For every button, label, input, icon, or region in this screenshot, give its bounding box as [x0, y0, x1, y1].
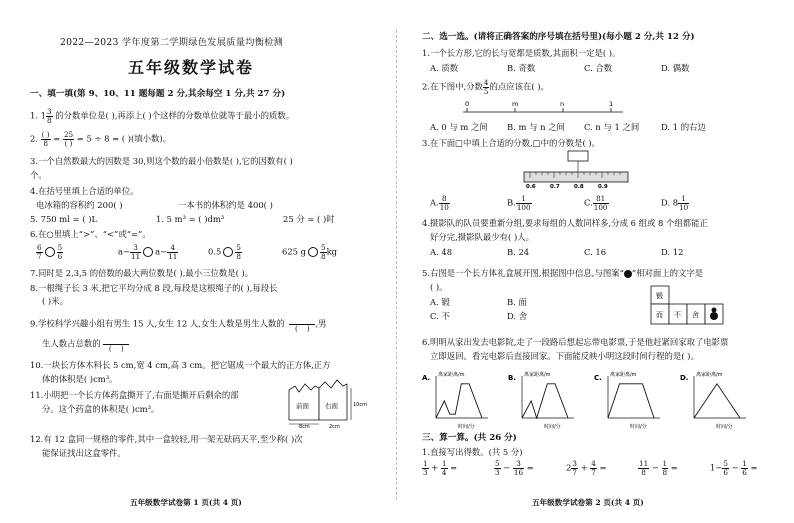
section-1-heading: 一、填一填(第 9、10、11 题每题 2 分,其余每空 1 分,共 27 分) — [30, 89, 286, 99]
question-1 — [30, 108, 294, 124]
question-9-line-1: 9.学校科学兴趣小组有男生 15 人,女生 12 人,女生人数是男生人数的 ( ) ,男 — [30, 316, 326, 332]
net-face-text: 而 — [656, 311, 663, 319]
choice-question-5-line-1: 5.右图是一个长方体礼盒展开图,根据图中信息,与图案“ ”相对面上的文字是 — [422, 268, 704, 278]
calc-item: 1− $\frac{5}{6}$ − $\frac{1}{6}$ = — [710, 459, 758, 477]
fig-label-front: 前面 — [296, 402, 309, 410]
question-10-line-2: 体的体积是( )cm³。 — [42, 374, 118, 384]
option: D. 8 $\frac{1}{10}$ — [661, 194, 689, 212]
option: D. 1 的右边 — [661, 122, 706, 132]
question-3-line-2: 个。 — [30, 170, 47, 180]
option: D. 12 — [661, 247, 684, 257]
choice-question-4-line-1: 4.摄影队的队员要重新分组,要求每组的人数同样多,分成 6 组或 8 个组都能正 — [422, 218, 708, 228]
compare-item: 0.5 $\frac{5}{8}$ — [208, 243, 241, 261]
fraction: $\frac{3}{8}$ — [47, 107, 52, 125]
question-7: 7.同时是 2,3,5 的倍数的最大两位数是( ),最小三位数是( )。 — [30, 268, 254, 278]
exam-title: 五年级数学试卷 — [128, 58, 255, 77]
question-text: = 5 ÷ 8 = ( )(填小数)。 — [76, 133, 172, 144]
calc-item: 2 $\frac{3}{7}$ + $\frac{4}{7}$ = — [566, 459, 607, 477]
compare-circle[interactable] — [223, 247, 233, 257]
equals-sign: = — [53, 133, 61, 144]
graph-y-label: 离家距离/m — [524, 372, 551, 378]
compare-circle[interactable] — [143, 247, 153, 257]
compare-circle[interactable] — [45, 247, 55, 257]
axis-label: n — [560, 100, 565, 108]
question-4-item: 一本书的体积约是 400( ) — [178, 200, 273, 210]
question-12-line-2: 能保证找出这盒零件。 — [42, 448, 126, 458]
gourd-icon — [710, 312, 718, 320]
calc-item: $\frac{11}{8}$ − $\frac{1}{8}$ = — [639, 459, 678, 477]
graph-option-label: B. — [508, 374, 516, 382]
exam-header: 2022—2023 学年度第二学期绿色发展质量均衡检测 — [60, 37, 284, 48]
page-footer: 五年级数学试卷第 2 页(共 4 页) — [532, 498, 644, 507]
fraction: $\frac{25}{( )}$ — [63, 130, 74, 148]
graph-line — [608, 384, 654, 418]
graph-option-label: D. — [680, 374, 689, 382]
axis-label: 0 — [465, 100, 470, 108]
option: A. $\frac{8}{10}$ — [430, 194, 449, 212]
option: A. 0 与 m 之间 — [430, 122, 488, 132]
question-11-line-1: 11.小明把一个长方体药盒撕开了,右面是撕开后剩余的部 — [30, 390, 239, 400]
graph-option-label: C. — [594, 374, 602, 382]
question-4-item: 电冰箱的容积约 200( ) — [36, 200, 123, 210]
ruler-tick: 0.8 — [574, 184, 584, 190]
graph-y-label: 离家距离/m — [610, 372, 637, 378]
ruler-figure — [522, 150, 632, 190]
distance-time-graphs — [422, 368, 767, 430]
option: D. 舍 — [507, 311, 528, 321]
calc-title: 1.直接写出得数。(共 5 分) — [422, 447, 523, 457]
compare-item: a− $\frac{3}{11}$ a− $\frac{4}{11}$ — [118, 243, 178, 261]
graph-x-label: 时间/分 — [716, 424, 733, 430]
calc-item: $\frac{5}{3}$ − $\frac{3}{16}$ = — [495, 459, 534, 477]
choice-question-2: 2.在下图中,分数 $\frac{4}{5}$ 的点应该在( )。 — [422, 78, 549, 96]
net-face-text: 锻 — [656, 292, 663, 300]
compare-circle[interactable] — [308, 247, 318, 257]
option: C. n 与 1 之间 — [584, 122, 640, 132]
fig-label-width: 2cm — [329, 424, 340, 428]
option: C. $\frac{81}{100}$ — [584, 194, 608, 212]
option: B. m 与 n 之间 — [507, 122, 565, 132]
question-5-item: 5. 750 ml = ( )L — [30, 214, 98, 224]
graph-line — [436, 384, 482, 418]
option: A. 锻 — [430, 297, 450, 307]
number-line — [457, 98, 627, 120]
choice-question-6-line-2: 立即返回。看完电影后直接回家。下面能反映小明这段时间行程的是( )。 — [430, 351, 699, 361]
option: B. 奇数 — [507, 63, 536, 73]
choice-question-3: 3.在下面□中填上合适的分数,□中的分数是( )。 — [422, 138, 601, 148]
graph-line — [694, 384, 740, 418]
fig-label-right: 右面 — [325, 402, 338, 410]
axis-label: 1 — [609, 100, 614, 108]
ruler-tick: 0.9 — [598, 184, 608, 190]
mixed-number-whole: 1 — [40, 110, 47, 121]
question-5-item: 1. 5 m³ = ( )dm³ — [156, 214, 225, 224]
option: C. 16 — [584, 247, 607, 257]
graph-x-label: 时间/分 — [544, 424, 561, 430]
option: B. 24 — [507, 247, 530, 257]
net-face-text: 不 — [674, 311, 681, 319]
axis-label: m — [512, 100, 519, 108]
graph-y-label: 离家距离/m — [438, 372, 465, 378]
question-4: 4.在括号里填上合适的单位。 — [30, 186, 139, 196]
compare-item: $\frac{6}{7}$ $\frac{5}{6}$ — [37, 243, 63, 261]
question-3-line-1: 3.一个自然数最大的因数是 30,则这个数的最小倍数是( ),它的因数有( ) — [30, 156, 293, 166]
question-number: 1. — [30, 110, 38, 121]
ruler-tick: 0.6 — [526, 184, 536, 190]
torn-box-figure — [285, 376, 367, 428]
calc-item: $\frac{1}{3}$ + $\frac{1}{4}$ = — [423, 459, 458, 477]
graph-option-label: A. — [422, 374, 431, 382]
choice-question-4-line-2: 好分完,摄影队最少有( )人。 — [430, 232, 534, 242]
option: A. 48 — [430, 247, 453, 257]
choice-question-1: 1.一个长方形,它的长与宽都是质数,其面积一定是( )。 — [422, 48, 621, 58]
choice-question-6-line-1: 6.明明从家出发去电影院,走了一段路后想起忘带电影票,于是他赶紧回家取了电影票 — [422, 337, 729, 347]
ruler-tick: 0.7 — [550, 184, 560, 190]
compare-item: 625 g $\frac{5}{8}$ kg — [282, 243, 338, 261]
fraction: $\frac{( )}{8}$ — [41, 130, 50, 148]
exam-page-2 — [397, 0, 794, 523]
graph-y-label: 离家距离/m — [696, 372, 723, 378]
fig-label-height: 10cm — [353, 402, 367, 408]
option: C. 合数 — [584, 63, 613, 73]
option: B. 面 — [507, 297, 527, 307]
box-net-figure — [649, 284, 729, 328]
question-number: 2. — [30, 133, 38, 144]
option: C. 不 — [430, 311, 450, 321]
section-2-heading: 二、选一选。(请将正确答案的序号填在括号里)(每小题 2 分,共 12 分) — [422, 32, 695, 42]
option: B. $\frac{1}{100}$ — [507, 194, 531, 212]
section-3-heading: 三、算一算。(共 26 分) — [422, 433, 517, 443]
fig-label-length: 8cm — [299, 424, 310, 428]
question-5-item: 25 分 = ( )时 — [283, 214, 335, 224]
question-2 — [30, 131, 171, 147]
option: A. 质数 — [430, 63, 459, 73]
question-12-line-1: 12.有 12 盒同一规格的零件,其中一盒较轻,用一架无砝码天平,至少称( )次 — [30, 434, 303, 444]
graph-line — [522, 384, 568, 418]
question-8-line-1: 8.一根绳子长 3 米,把它平均分成 8 段,每段是这根绳子的( ),每段长 — [30, 283, 278, 293]
graph-x-label: 时间/分 — [630, 424, 647, 430]
question-9-line-2: 生人数占总数的 ( ) — [42, 336, 129, 352]
answer-box — [568, 151, 588, 161]
question-6: 6.在○里填上“>”、“<”或“=”。 — [30, 229, 151, 239]
net-face-text: 舍 — [692, 311, 699, 319]
page-footer: 五年级数学试卷第 1 页(共 4 页) — [130, 498, 242, 507]
graph-x-label: 时间/分 — [458, 424, 475, 430]
question-10-line-1: 10.一块长方体木料长 5 cm,宽 4 cm,高 3 cm。把它锯成一个最大的正方体,正方 — [30, 360, 331, 370]
question-8-line-2: ( )米。 — [42, 296, 68, 306]
option: D. 偶数 — [661, 63, 690, 73]
choice-question-5-line-2: ( )。 — [430, 282, 448, 292]
gourd-icon — [624, 270, 632, 278]
question-11-line-2: 分。这个药盒的体积是( )cm³。 — [42, 404, 160, 414]
question-text: 的分数单位是( ),再添上( )个这样的分数单位就等于最小的质数。 — [55, 110, 295, 121]
